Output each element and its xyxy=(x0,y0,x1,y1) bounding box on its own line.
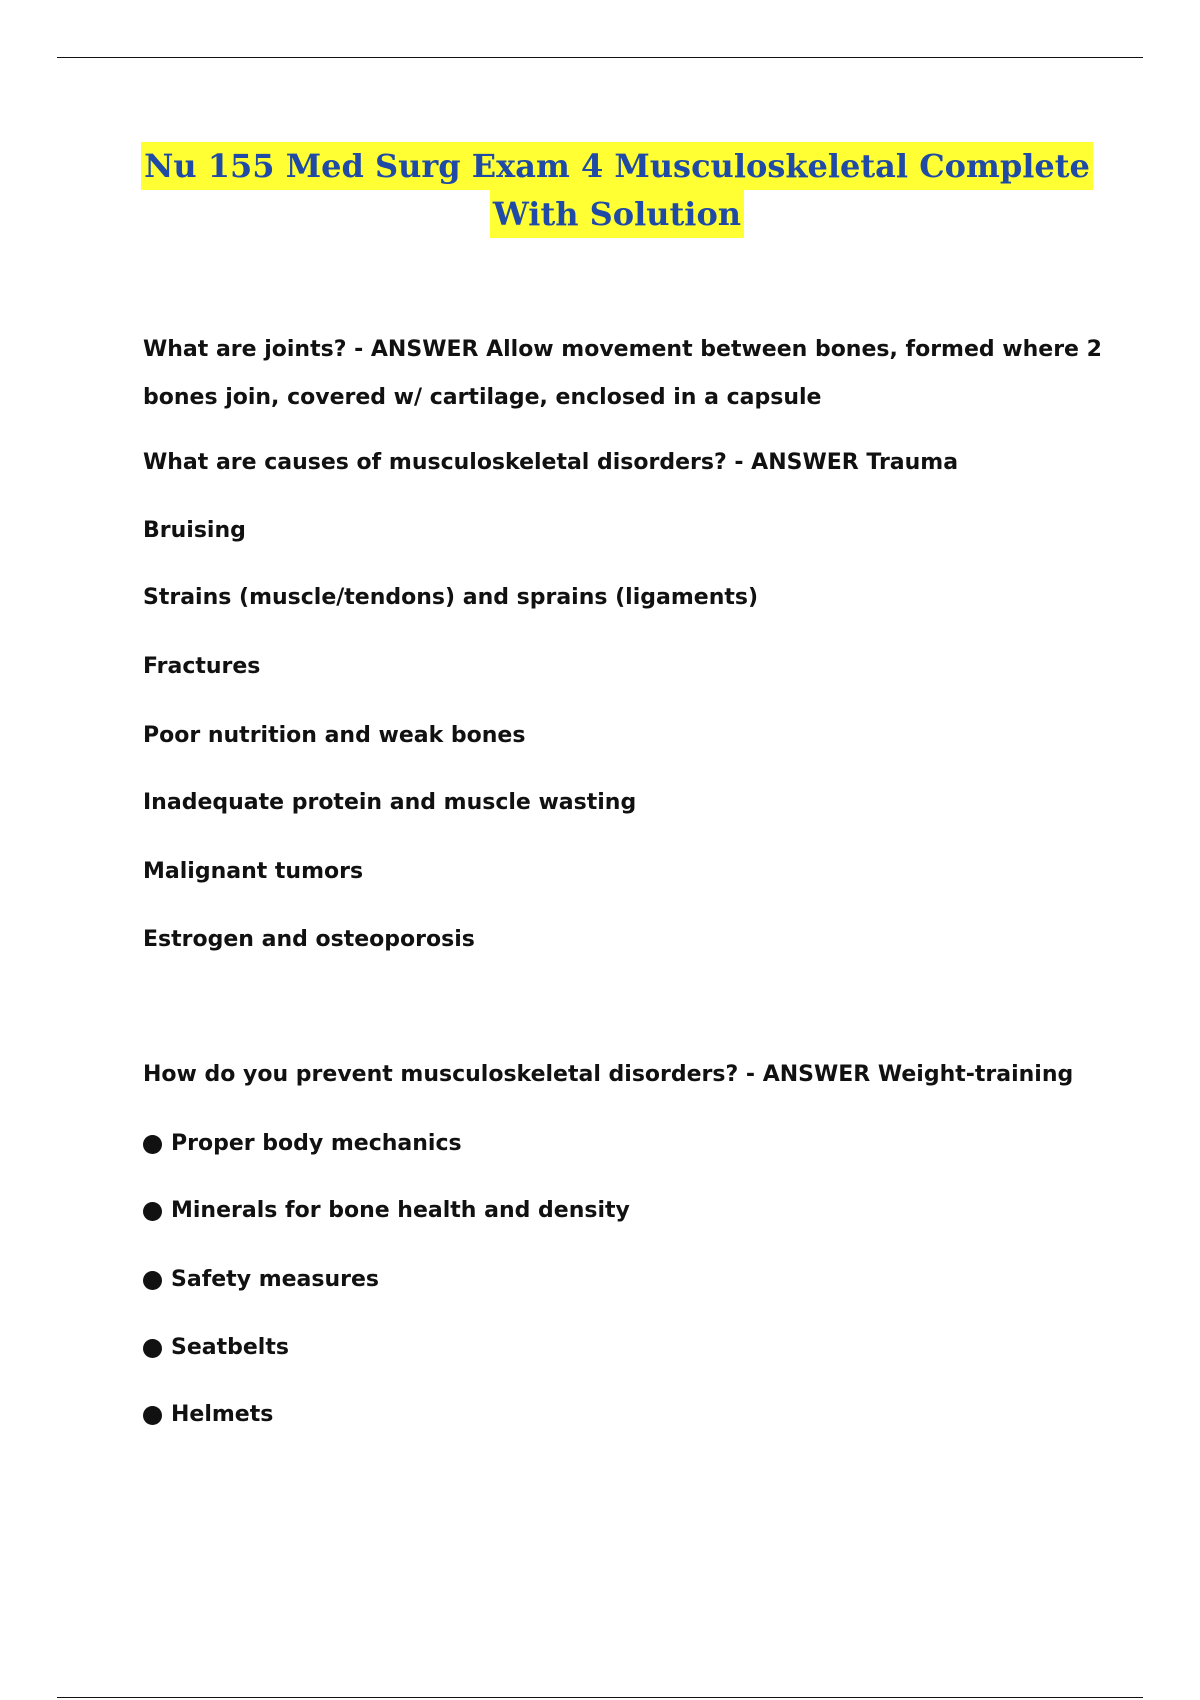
bullet-dot-icon xyxy=(143,1339,162,1358)
paragraph-fractures: Fractures xyxy=(143,654,261,679)
bullet-item xyxy=(143,1129,462,1159)
bullet-text: Minerals for bone health and density xyxy=(171,1198,630,1223)
bullet-item xyxy=(143,1196,630,1226)
paragraph-protein: Inadequate protein and muscle wasting xyxy=(143,790,637,815)
bullet-dot-icon xyxy=(143,1202,162,1221)
bullet-item xyxy=(143,1400,273,1430)
bullet-dot-icon xyxy=(143,1271,162,1290)
paragraph-tumors: Malignant tumors xyxy=(143,859,364,884)
paragraph-nutrition: Poor nutrition and weak bones xyxy=(143,723,526,748)
paragraph-joints: What are joints? - ANSWER Allow movement between bones, formed where 2 bones join, covered w/ cartilage, enclosed in a capsule xyxy=(143,337,1102,410)
bullet-text: Proper body mechanics xyxy=(171,1131,462,1156)
document-title xyxy=(100,142,1134,238)
title-line-2: With Solution xyxy=(490,190,744,238)
bullet-item xyxy=(143,1333,289,1363)
paragraph-bruising: Bruising xyxy=(143,518,246,543)
bullet-item xyxy=(143,1265,379,1295)
bullet-text: Seatbelts xyxy=(171,1335,289,1360)
bullet-text: Safety measures xyxy=(171,1267,380,1292)
paragraph-strains: Strains (muscle/tendons) and sprains (ligaments) xyxy=(143,585,759,610)
paragraph-prevention: How do you prevent musculoskeletal disorders? - ANSWER Weight-training xyxy=(143,1062,1074,1087)
paragraph-estrogen: Estrogen and osteoporosis xyxy=(143,927,475,952)
bottom-rule xyxy=(57,1697,1143,1698)
bullet-text: Helmets xyxy=(171,1402,274,1427)
title-line-1: Nu 155 Med Surg Exam 4 Musculoskeletal Complete xyxy=(141,142,1093,190)
top-rule xyxy=(57,57,1143,58)
bullet-dot-icon xyxy=(143,1406,162,1425)
bullet-dot-icon xyxy=(143,1135,162,1154)
paragraph-causes: What are causes of musculoskeletal disorders? - ANSWER Trauma xyxy=(143,450,959,475)
